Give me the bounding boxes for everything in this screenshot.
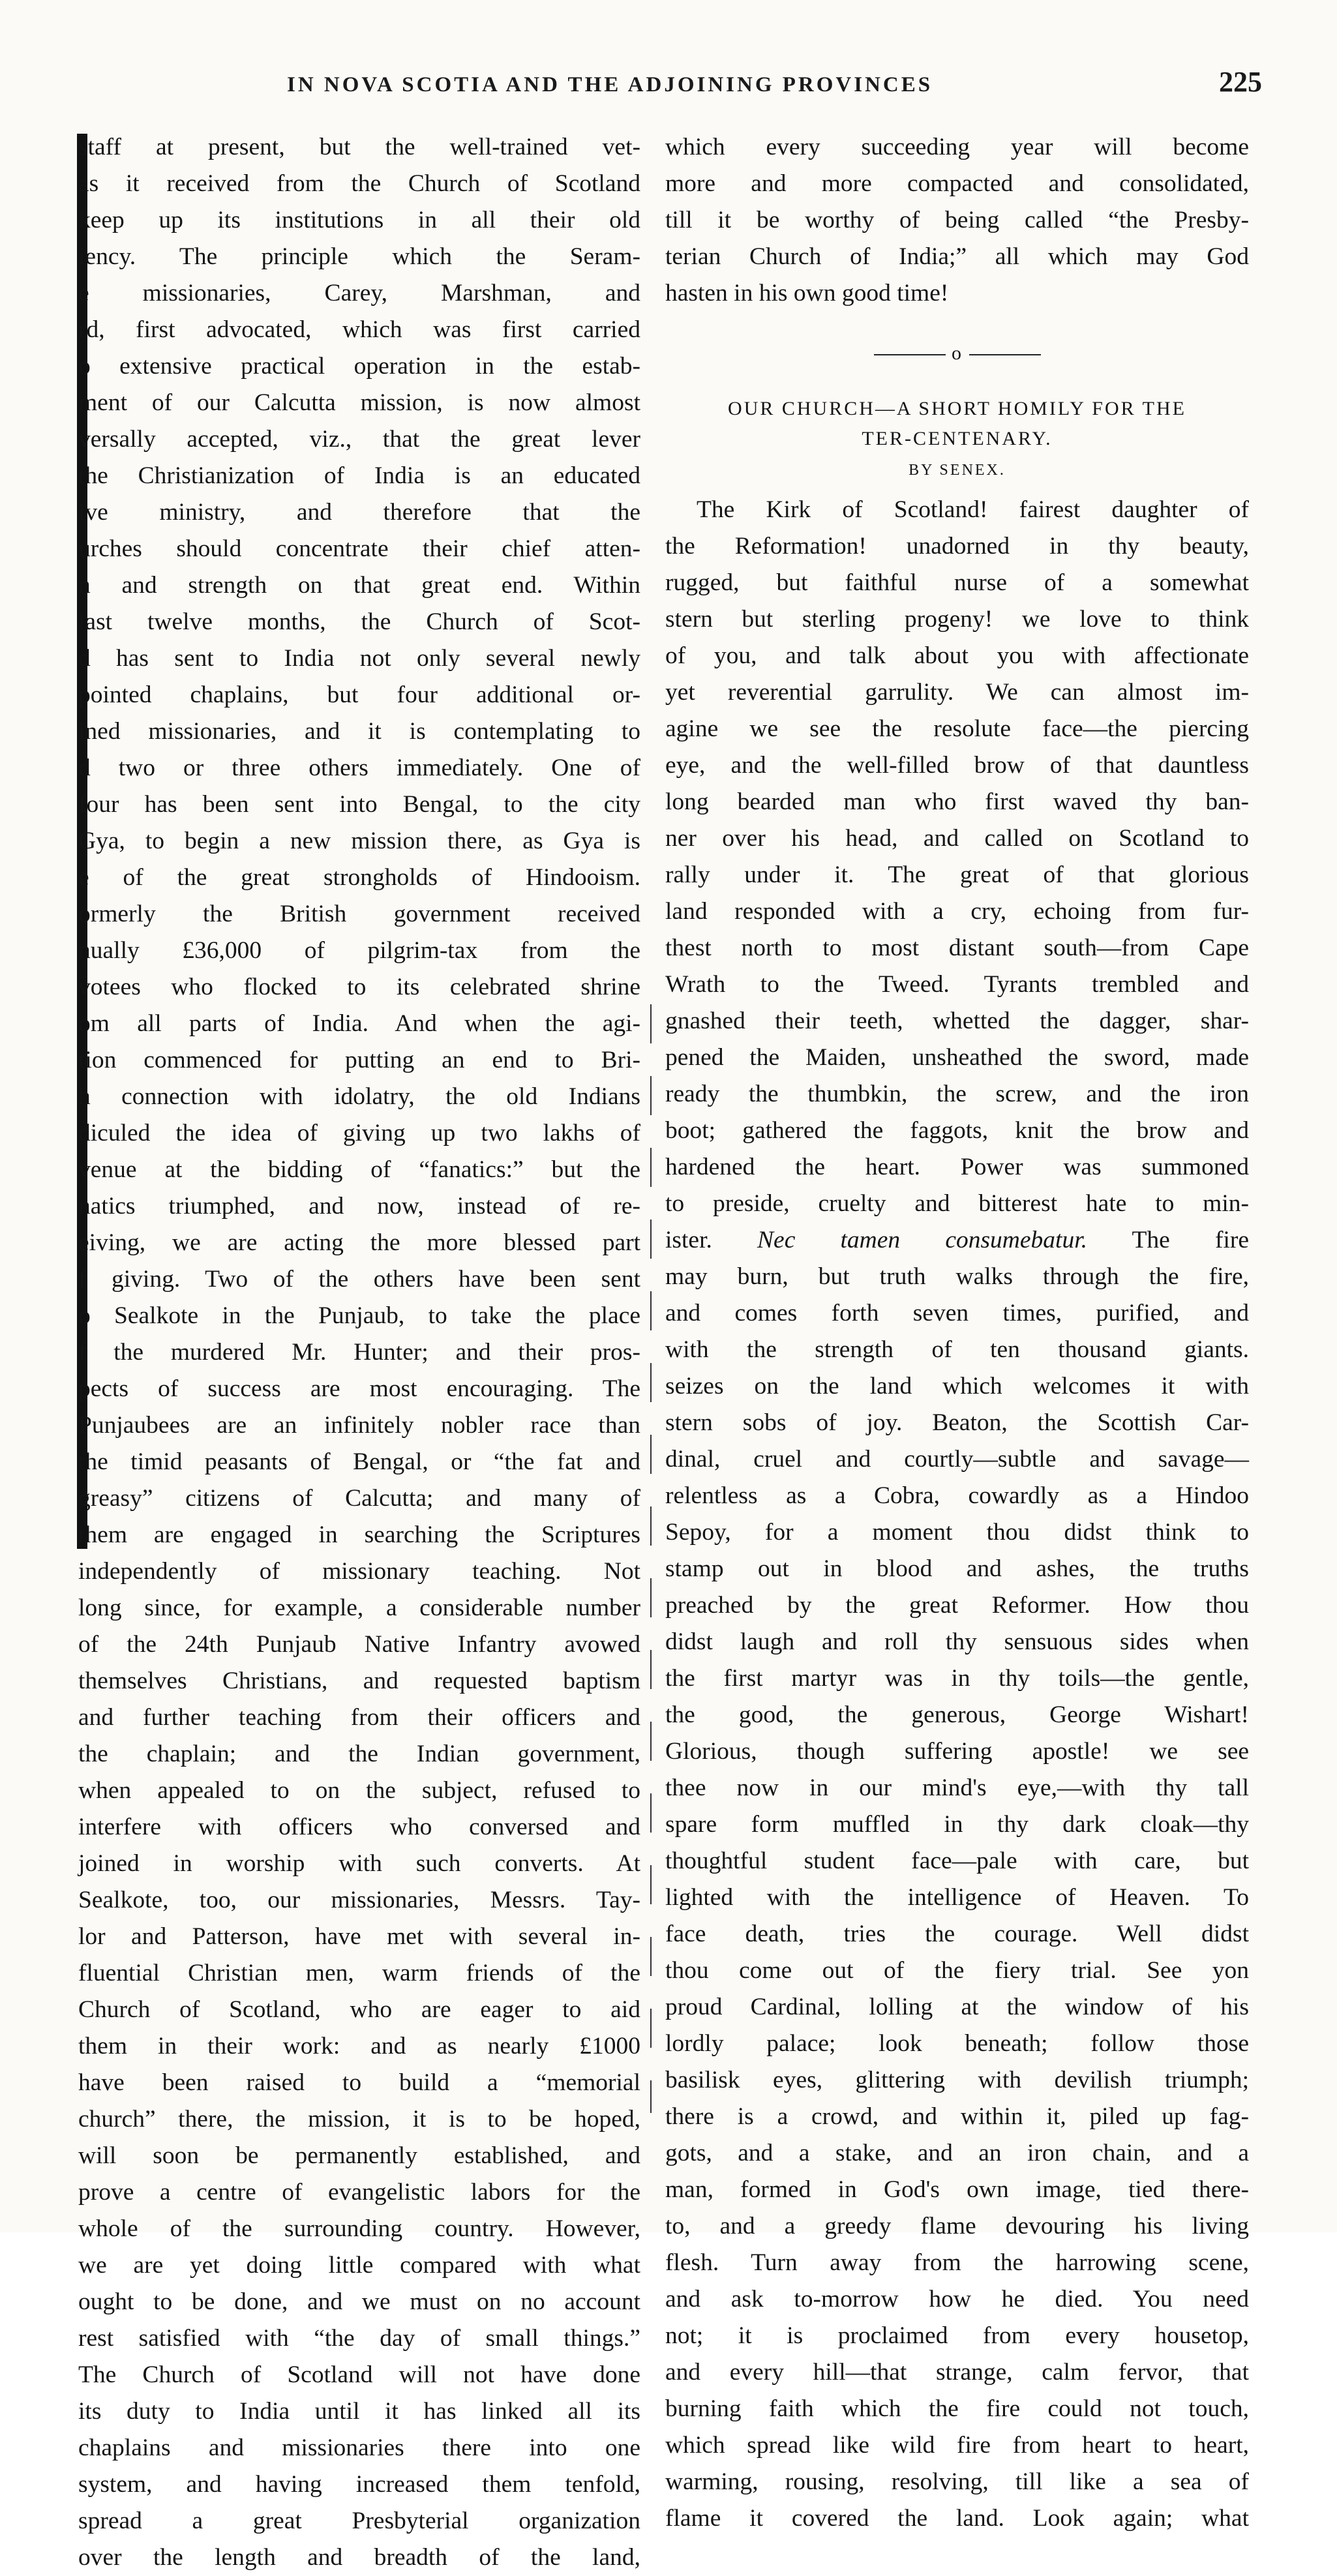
- text-line: system, and having increased them tenfold,: [78, 2471, 640, 2498]
- text-line: the Reformation! unadorned in thy beauty,: [665, 533, 1249, 560]
- text-line: burning faith which the fire could not touch,: [665, 2395, 1249, 2422]
- text-line: h connection with idolatry, the old Indians: [78, 1083, 640, 1110]
- text-line: diculed the idea of giving up two lakhs of: [78, 1120, 640, 1146]
- text-line: four has been sent into Bengal, to the city: [78, 791, 640, 818]
- text-line: natics triumphed, and now, instead of re-: [78, 1193, 640, 1220]
- text-line: till it be worthy of being called “the Presby-: [665, 207, 1249, 233]
- text-line: d two or three others immediately. One of: [78, 755, 640, 781]
- text-line: thest north to most distant south—from Cape: [665, 935, 1249, 961]
- text-line: seizes on the land which welcomes it with: [665, 1373, 1249, 1400]
- text-line: ined missionaries, and it is contemplating to: [78, 718, 640, 745]
- text-line: stern sobs of joy. Beaton, the Scottish Car-: [665, 1409, 1249, 1436]
- text-line: over the length and breadth of the land,: [78, 2544, 640, 2571]
- text-line: rugged, but faithful nurse of a somewhat: [665, 569, 1249, 596]
- text-line: more and more compacted and consolidated,: [665, 170, 1249, 197]
- text-line: them in their work: and as nearly £1000: [78, 2033, 640, 2059]
- text-line: ister. Nec tamen consumebatur. The fire: [665, 1227, 1250, 1253]
- article-title-line-2: TER-CENTENARY.: [862, 428, 1053, 449]
- text-line: om all parts of India. And when the agi-: [78, 1010, 640, 1037]
- text-line: nually £36,000 of pilgrim-tax from the: [78, 937, 640, 964]
- text-line: urches should concentrate their chief atten-: [78, 535, 640, 562]
- page-number: 225: [1219, 66, 1262, 98]
- text-line: there is a crowd, and within it, piled up fag-: [665, 2103, 1249, 2130]
- text-line: Church of Scotland, who are eager to aid: [78, 1996, 640, 2023]
- text-line: iency. The principle which the Seram-: [78, 243, 640, 270]
- text-line: n and strength on that great end. Within: [78, 572, 640, 599]
- text-line: ment of our Calcutta mission, is now almost: [78, 389, 640, 416]
- text-line: stamp out in blood and ashes, the truths: [665, 1555, 1249, 1582]
- article-title: [665, 394, 1249, 454]
- previous-article-ending: [665, 129, 1249, 312]
- text-line: The Church of Scotland will not have done: [78, 2361, 640, 2388]
- text-line: last twelve months, the Church of Scot-: [78, 608, 640, 635]
- text-line: boot; gathered the faggots, knit the brow and: [665, 1117, 1249, 1144]
- text-line: spread a great Presbyterial organization: [78, 2508, 640, 2534]
- text-line: Sealkote, too, our missionaries, Messrs. Tay-: [78, 1887, 640, 1913]
- text-line: which spread like wild fire from heart to heart,: [665, 2432, 1249, 2459]
- text-line: lordly palace; look beneath; follow those: [665, 2030, 1249, 2057]
- text-line: f the murdered Mr. Hunter; and their pros-: [78, 1339, 640, 1366]
- text-line: long since, for example, a considerable number: [78, 1595, 640, 1621]
- text-line: e of the great strongholds of Hindooism.: [78, 864, 640, 891]
- text-line: to preside, cruelty and bitterest hate to min-: [665, 1190, 1249, 1217]
- text-line: the chaplain; and the Indian government,: [78, 1741, 640, 1767]
- right-column: [665, 129, 1249, 2537]
- article-title-line-1: OUR CHURCH—A SHORT HOMILY FOR THE: [728, 398, 1186, 419]
- text-line: fluential Christian men, warm friends of the: [78, 1960, 640, 1986]
- text-line: hardened the heart. Power was summoned: [665, 1154, 1249, 1180]
- text-line: thee now in our mind's eye,—with thy tall: [665, 1775, 1249, 1801]
- text-line: long bearded man who first waved thy ban-: [665, 788, 1249, 815]
- text-line: themselves Christians, and requested baptism: [78, 1668, 640, 1694]
- text-line: dinal, cruel and courtly—subtle and savage—: [665, 1446, 1249, 1473]
- text-line: independently of missionary teaching. Not: [78, 1558, 640, 1585]
- text-line: will soon be permanently established, and: [78, 2142, 640, 2169]
- text-line: thoughtful student face—pale with care, but: [665, 1848, 1249, 1874]
- article-body: [665, 492, 1249, 2537]
- text-line: with the strength of ten thousand giants.: [665, 1336, 1249, 1363]
- text-line: prove a centre of evangelistic labors for the: [78, 2179, 640, 2206]
- section-separator: [665, 335, 1249, 372]
- text-line: venue at the bidding of “fanatics:” but the: [78, 1156, 640, 1183]
- text-line: Sepoy, for a moment thou didst think to: [665, 1519, 1249, 1546]
- text-line: its duty to India until it has linked all its: [78, 2398, 640, 2425]
- text-line: eye, and the well-filled brow of that dauntless: [665, 752, 1249, 779]
- text-line: Punjaubees are an infinitely nobler race than: [78, 1412, 640, 1439]
- text-line: man, formed in God's own image, tied there-: [665, 2176, 1249, 2203]
- article-byline: BY SENEX.: [909, 462, 1006, 479]
- text-line: and further teaching from their officers and: [78, 1704, 640, 1731]
- text-line: yet reverential garrulity. We can almost im-: [665, 679, 1249, 706]
- text-line: face death, tries the courage. Well didst: [665, 1921, 1249, 1947]
- text-line: ready the thumbkin, the screw, and the iron: [665, 1081, 1249, 1107]
- text-line: of the 24th Punjaub Native Infantry avowed: [78, 1631, 640, 1658]
- text-line: e missionaries, Carey, Marshman, and: [78, 280, 640, 307]
- text-line: hasten in his own good time!: [665, 280, 949, 307]
- text-line: ner over his head, and called on Scotland to: [665, 825, 1249, 852]
- text-line: we are yet doing little compared with what: [78, 2252, 640, 2279]
- text-line: them are engaged in searching the Scriptures: [78, 1521, 640, 1548]
- text-line: the good, the generous, George Wishart!: [665, 1701, 1249, 1728]
- text-line: lighted with the intelligence of Heaven. To: [665, 1884, 1249, 1911]
- text-line: lor and Patterson, have met with several in-: [78, 1923, 640, 1950]
- text-line: whole of the surrounding country. However,: [78, 2215, 640, 2242]
- text-line: interfere with officers who conversed and: [78, 1814, 640, 1840]
- text-line: have been raised to build a “memorial: [78, 2069, 640, 2096]
- text-line: o Sealkote in the Punjaub, to take the place: [78, 1302, 640, 1329]
- text-line: rest satisfied with “the day of small things.”: [78, 2325, 640, 2352]
- text-line: of you, and talk about you with affectionate: [665, 642, 1249, 669]
- text-line: agine we see the resolute face—the piercing: [665, 715, 1249, 742]
- text-line: eiving, we are acting the more blessed part: [78, 1229, 640, 1256]
- text-line: f giving. Two of the others have been sent: [78, 1266, 640, 1293]
- text-line: staff at present, but the well-trained vet-: [78, 134, 640, 160]
- text-line: Wrath to the Tweed. Tyrants trembled and: [665, 971, 1249, 998]
- text-line: spare form muffled in thy dark cloak—thy: [665, 1811, 1249, 1838]
- text-line: and every hill—that strange, calm fervor, that: [665, 2359, 1249, 2386]
- text-line: stern but sterling progeny! we love to think: [665, 606, 1249, 633]
- text-line: ormerly the British government received: [78, 901, 640, 927]
- text-line: greasy” citizens of Calcutta; and many of: [78, 1485, 640, 1512]
- text-line: pects of success are most encouraging. The: [78, 1375, 640, 1402]
- text-line: votees who flocked to its celebrated shrine: [78, 974, 640, 1000]
- text-line: terian Church of India;” all which may God: [665, 243, 1249, 270]
- text-line: rally under it. The great of that glorious: [665, 861, 1249, 888]
- text-line: rd, first advocated, which was first carried: [78, 316, 640, 343]
- text-line: the Christianization of India is an educated: [78, 462, 640, 489]
- text-line: gnashed their teeth, whetted the dagger, shar-: [665, 1008, 1249, 1034]
- text-line: flesh. Turn away from the harrowing scene,: [665, 2249, 1249, 2276]
- text-line: not; it is proclaimed from every housetop,: [665, 2322, 1249, 2349]
- text-line: The Kirk of Scotland! fairest daughter of: [697, 496, 1249, 523]
- text-line: which every succeeding year will become: [665, 134, 1249, 160]
- text-line: preached by the great Reformer. How thou: [665, 1592, 1249, 1619]
- text-line: the first martyr was in thy toils—the gentle,: [665, 1665, 1249, 1692]
- text-line: pointed chaplains, but four additional or-: [78, 681, 640, 708]
- text-line: chaplains and missionaries there into one: [78, 2434, 640, 2461]
- text-line: flame it covered the land. Look again; what: [665, 2505, 1249, 2532]
- text-line: pened the Maiden, unsheathed the sword, made: [665, 1044, 1249, 1071]
- separator-mark: o: [952, 342, 963, 364]
- running-head: IN NOVA SCOTIA AND THE ADJOINING PROVINCES: [287, 73, 933, 97]
- latin-phrase: Nec tamen consumebatur.: [757, 1227, 1088, 1253]
- separator-line-right: [969, 354, 1041, 355]
- text-line: Gya, to begin a new mission there, as Gya is: [78, 828, 640, 854]
- text-line: joined in worship with such converts. At: [78, 1850, 640, 1877]
- text-line: basilisk eyes, glittering with devilish triumph;: [665, 2067, 1249, 2093]
- text-line: when appealed to on the subject, refused to: [78, 1777, 640, 1804]
- text-line: Glorious, though suffering apostle! we see: [665, 1738, 1249, 1765]
- text-line: to, and a greedy flame devouring his living: [665, 2213, 1249, 2239]
- text-line: didst laugh and roll thy sensuous sides when: [665, 1628, 1249, 1655]
- text-line: may burn, but truth walks through the fire,: [665, 1263, 1249, 1290]
- text-line: land responded with a cry, echoing from fur-: [665, 898, 1249, 925]
- text-line: the timid peasants of Bengal, or “the fat and: [78, 1448, 640, 1475]
- text-line: as it received from the Church of Scotland: [78, 170, 640, 197]
- text-line: gots, and a stake, and an iron chain, and a: [665, 2140, 1249, 2166]
- text-line: o extensive practical operation in the estab-: [78, 353, 640, 380]
- text-line: relentless as a Cobra, cowardly as a Hindoo: [665, 1482, 1249, 1509]
- text-line: tion commenced for putting an end to Bri-: [78, 1047, 640, 1073]
- text-line: and ask to-morrow how he died. You need: [665, 2286, 1249, 2313]
- text-line: proud Cardinal, lolling at the window of his: [665, 1994, 1249, 2020]
- column-rule: [650, 1004, 652, 2113]
- text-line: ought to be done, and we must on no account: [78, 2288, 640, 2315]
- text-line: versally accepted, viz., that the great lever: [78, 426, 640, 453]
- text-line: keep up its institutions in all their old: [78, 207, 640, 233]
- text-line: warming, rousing, resolving, till like a sea of: [665, 2468, 1249, 2495]
- text-line: church” there, the mission, it is to be hoped,: [78, 2106, 640, 2133]
- text-line: thou come out of the fiery trial. See yon: [665, 1957, 1249, 1984]
- text-line: ive ministry, and therefore that the: [78, 499, 640, 526]
- separator-line-left: [874, 354, 946, 355]
- text-line: and comes forth seven times, purified, and: [665, 1300, 1249, 1326]
- left-column: [78, 129, 640, 2576]
- text-line: d has sent to India not only several newly: [78, 645, 640, 672]
